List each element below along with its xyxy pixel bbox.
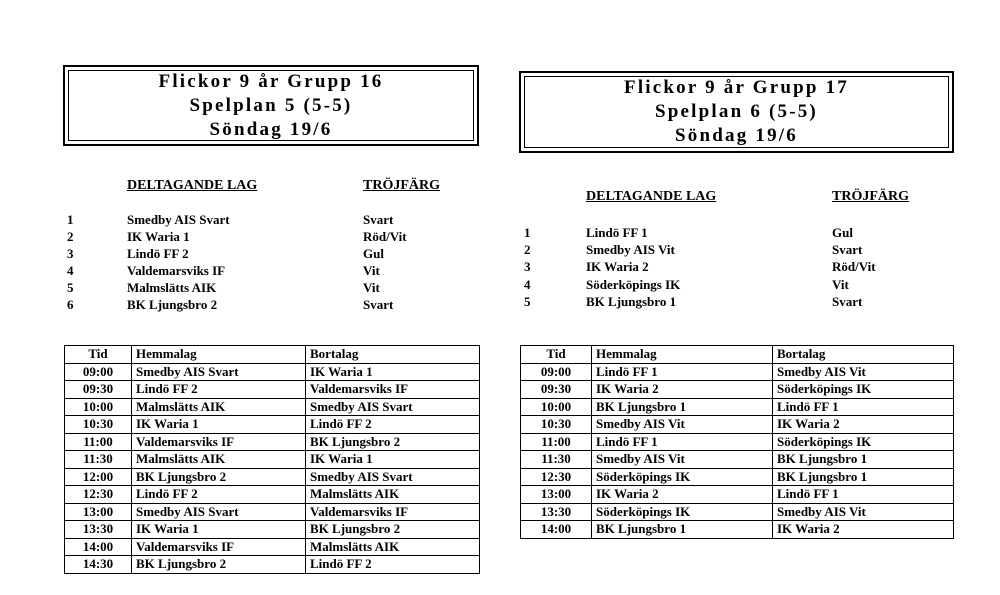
- title-box-inner: [68, 70, 474, 141]
- home-team: IK Waria 2: [592, 381, 773, 399]
- schedule-header-row: [521, 346, 954, 364]
- match-time: 12:30: [521, 468, 592, 486]
- match-time: 09:30: [521, 381, 592, 399]
- match-row: [521, 363, 954, 381]
- match-row: [521, 521, 954, 539]
- home-team: Valdemarsviks IF: [132, 433, 306, 451]
- team-number: 4: [67, 263, 74, 278]
- match-time: 14:30: [65, 556, 132, 574]
- home-team: BK Ljungsbro 1: [592, 521, 773, 539]
- home-team: Malmslätts AIK: [132, 451, 306, 469]
- team-name: IK Waria 1: [127, 229, 190, 244]
- home-team: Valdemarsviks IF: [132, 538, 306, 556]
- team-color: Röd/Vit: [832, 259, 876, 274]
- schedule-table-16: [64, 345, 480, 574]
- match-row: [521, 433, 954, 451]
- team-number: 3: [67, 246, 74, 261]
- team-name: Smedby AIS Vit: [586, 242, 675, 257]
- team-row: [67, 279, 467, 296]
- team-number: 5: [67, 280, 74, 295]
- away-team: BK Ljungsbro 2: [306, 433, 480, 451]
- team-name: Smedby AIS Svart: [127, 212, 230, 227]
- away-team: IK Waria 2: [773, 416, 954, 434]
- match-time: 11:30: [521, 451, 592, 469]
- away-team: Smedby AIS Vit: [773, 503, 954, 521]
- team-number: 3: [524, 259, 531, 274]
- match-row: [521, 486, 954, 504]
- match-time: 10:00: [521, 398, 592, 416]
- col-home-header: Hemmalag: [592, 346, 773, 364]
- match-row: [65, 416, 480, 434]
- team-name: Lindö FF 1: [586, 225, 648, 240]
- match-time: 09:00: [65, 363, 132, 381]
- team-number: 5: [524, 294, 531, 309]
- away-team: IK Waria 2: [773, 521, 954, 539]
- match-row: [65, 381, 480, 399]
- date-title: Söndag 19/6: [209, 118, 333, 140]
- team-number: 1: [524, 225, 531, 240]
- team-number: 2: [67, 229, 74, 244]
- team-color: Svart: [832, 242, 863, 257]
- away-team: Valdemarsviks IF: [306, 503, 480, 521]
- home-team: Malmslätts AIK: [132, 398, 306, 416]
- match-time: 13:30: [65, 521, 132, 539]
- group-16-title-box: [63, 65, 479, 146]
- away-team: Smedby AIS Svart: [306, 468, 480, 486]
- team-row: [524, 224, 944, 241]
- away-team: Smedby AIS Svart: [306, 398, 480, 416]
- match-row: [521, 381, 954, 399]
- field-title: Spelplan 6 (5-5): [655, 101, 818, 122]
- match-row: [65, 398, 480, 416]
- match-row: [521, 398, 954, 416]
- match-time: 10:30: [65, 416, 132, 434]
- home-team: Lindö FF 1: [592, 363, 773, 381]
- team-row: [67, 262, 467, 279]
- home-team: IK Waria 1: [132, 416, 306, 434]
- col-away-header: Bortalag: [773, 346, 954, 364]
- match-row: [521, 416, 954, 434]
- away-team: Lindö FF 2: [306, 556, 480, 574]
- match-time: 13:30: [521, 503, 592, 521]
- match-row: [65, 538, 480, 556]
- team-name: Malmslätts AIK: [127, 280, 217, 295]
- team-name: BK Ljungsbro 2: [127, 297, 218, 312]
- team-color: Svart: [363, 297, 394, 312]
- away-team: Lindö FF 2: [306, 416, 480, 434]
- away-team: Malmslätts AIK: [306, 486, 480, 504]
- team-color: Svart: [832, 294, 863, 309]
- team-color: Vit: [363, 263, 380, 278]
- team-row: [67, 228, 467, 245]
- team-number: 4: [524, 277, 531, 292]
- home-team: IK Waria 2: [592, 486, 773, 504]
- match-time: 09:30: [65, 381, 132, 399]
- team-number: 2: [524, 242, 531, 257]
- home-team: BK Ljungsbro 2: [132, 468, 306, 486]
- col-time-header: Tid: [65, 346, 132, 364]
- field-title: Spelplan 5 (5-5): [189, 94, 353, 116]
- team-number: 1: [67, 212, 74, 227]
- match-time: 11:30: [65, 451, 132, 469]
- match-row: [65, 521, 480, 539]
- away-team: Söderköpings IK: [773, 433, 954, 451]
- home-team: BK Ljungsbro 2: [132, 556, 306, 574]
- home-team: IK Waria 1: [132, 521, 306, 539]
- team-number: 6: [67, 297, 74, 312]
- match-row: [65, 363, 480, 381]
- away-team: Lindö FF 1: [773, 486, 954, 504]
- match-time: 14:00: [65, 538, 132, 556]
- away-team: IK Waria 1: [306, 363, 480, 381]
- match-row: [65, 451, 480, 469]
- match-row: [65, 556, 480, 574]
- team-color: Röd/Vit: [363, 229, 407, 244]
- teams-header: DELTAGANDE LAG: [586, 189, 717, 204]
- group-title: Flickor 9 år Grupp 17: [624, 77, 849, 98]
- color-header: TRÖJFÄRG: [832, 189, 909, 204]
- team-name: Valdemarsviks IF: [127, 263, 226, 278]
- home-team: Söderköpings IK: [592, 468, 773, 486]
- away-team: BK Ljungsbro 2: [306, 521, 480, 539]
- teams-header: DELTAGANDE LAG: [127, 178, 258, 193]
- away-team: Smedby AIS Vit: [773, 363, 954, 381]
- match-time: 10:30: [521, 416, 592, 434]
- home-team: Smedby AIS Svart: [132, 503, 306, 521]
- away-team: Söderköpings IK: [773, 381, 954, 399]
- match-time: 11:00: [521, 433, 592, 451]
- home-team: BK Ljungsbro 1: [592, 398, 773, 416]
- match-row: [65, 468, 480, 486]
- team-row: [524, 258, 944, 275]
- home-team: Smedby AIS Vit: [592, 416, 773, 434]
- match-time: 09:00: [521, 363, 592, 381]
- team-color: Svart: [363, 212, 394, 227]
- match-time: 10:00: [65, 398, 132, 416]
- team-color: Gul: [363, 246, 384, 261]
- team-color: Gul: [832, 225, 853, 240]
- match-row: [521, 451, 954, 469]
- team-name: BK Ljungsbro 1: [586, 294, 677, 309]
- away-team: Malmslätts AIK: [306, 538, 480, 556]
- away-team: BK Ljungsbro 1: [773, 468, 954, 486]
- col-time-header: Tid: [521, 346, 592, 364]
- home-team: Smedby AIS Svart: [132, 363, 306, 381]
- match-time: 14:00: [521, 521, 592, 539]
- home-team: Smedby AIS Vit: [592, 451, 773, 469]
- home-team: Söderköpings IK: [592, 503, 773, 521]
- title-box-inner: [524, 76, 949, 148]
- team-row: [67, 245, 467, 262]
- col-home-header: Hemmalag: [132, 346, 306, 364]
- team-name: IK Waria 2: [586, 259, 649, 274]
- match-time: 13:00: [521, 486, 592, 504]
- group-17-title-box: [519, 71, 954, 153]
- match-row: [65, 503, 480, 521]
- away-team: Lindö FF 1: [773, 398, 954, 416]
- team-name: Söderköpings IK: [586, 277, 681, 292]
- away-team: IK Waria 1: [306, 451, 480, 469]
- group-title: Flickor 9 år Grupp 16: [158, 70, 384, 92]
- schedule-table-17: [520, 345, 954, 539]
- team-name: Lindö FF 2: [127, 246, 189, 261]
- home-team: Lindö FF 2: [132, 486, 306, 504]
- color-header: TRÖJFÄRG: [363, 178, 440, 193]
- team-row: [67, 211, 467, 228]
- match-time: 13:00: [65, 503, 132, 521]
- match-row: [521, 503, 954, 521]
- team-row: [524, 293, 944, 310]
- match-time: 12:30: [65, 486, 132, 504]
- match-time: 12:00: [65, 468, 132, 486]
- team-row: [67, 296, 467, 313]
- schedule-header-row: [65, 346, 480, 364]
- away-team: Valdemarsviks IF: [306, 381, 480, 399]
- home-team: Lindö FF 2: [132, 381, 306, 399]
- home-team: Lindö FF 1: [592, 433, 773, 451]
- team-color: Vit: [363, 280, 380, 295]
- team-row: [524, 241, 944, 258]
- away-team: BK Ljungsbro 1: [773, 451, 954, 469]
- match-row: [65, 433, 480, 451]
- match-time: 11:00: [65, 433, 132, 451]
- col-away-header: Bortalag: [306, 346, 480, 364]
- team-color: Vit: [832, 277, 849, 292]
- date-title: Söndag 19/6: [675, 125, 798, 146]
- match-row: [521, 468, 954, 486]
- match-row: [65, 486, 480, 504]
- team-row: [524, 276, 944, 293]
